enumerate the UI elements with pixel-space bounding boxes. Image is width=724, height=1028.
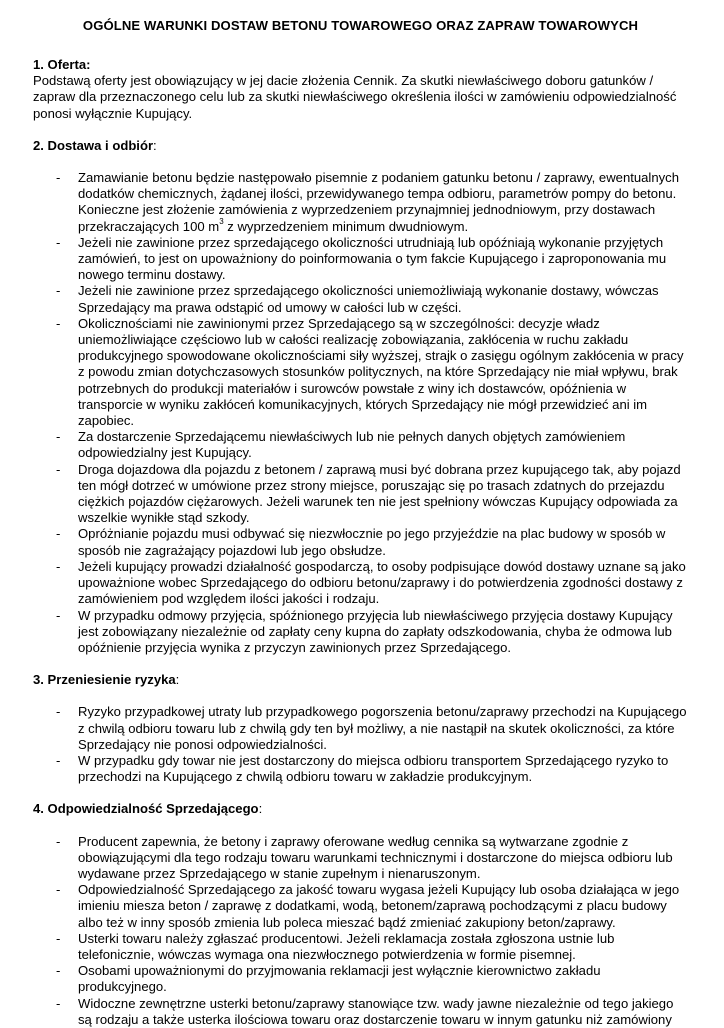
- list-item: - Odpowiedzialność Sprzedającego za jakość towaru wygasa jeżeli Kupujący lub osoba działająca w jego imieniu miesza beton / zaprawę z dodatkami, wodą, betonem/zaprawą pochodzącymi z placu budowy albo też w inny sposób zmienia lub poleca mieszać bądź zmieniać zakupiony beton/zaprawy.: [56, 882, 680, 930]
- section-heading: 1. Oferta:: [33, 57, 91, 72]
- dash-bullet: -: [56, 833, 61, 849]
- dash-bullet: -: [56, 558, 61, 574]
- dash-bullet: -: [56, 315, 61, 331]
- dash-bullet: -: [56, 429, 61, 445]
- list-item: - Producent zapewnia, że betony i zaprawy oferowane według cennika są wytwarzane zgodnie z obowiązującymi dla tego rodzaju towaru warunkami technicznymi i dostarczone do miejsca odbioru lub wydawane przez Sprzedającego w stanie zupełnym i nienaruszonym.: [56, 833, 673, 881]
- section-risk-transfer: [33, 672, 688, 785]
- list-item: - Osobami upoważnionymi do przyjmowania reklamacji jest wyłącznie kierownictwo zakładu produkcyjnego.: [56, 963, 601, 995]
- dash-bullet: -: [56, 526, 61, 542]
- document-title: OGÓLNE WARUNKI DOSTAW BETONU TOWAROWEGO ORAZ ZAPRAW TOWAROWYCH: [82, 18, 639, 33]
- section-heading: 3. Przeniesienie ryzyka:: [33, 672, 180, 688]
- dash-bullet: -: [56, 882, 61, 898]
- section-delivery: [33, 138, 688, 656]
- section-seller-liability: [33, 801, 688, 1028]
- list-item: - Jeżeli nie zawinione przez sprzedającego okoliczności utrudniają lub opóźniają wykonanie przyjętych zamówień, to jest on upoważniony do poinformowania o tym fakcie Kupującego i zaproponowania mu nowego terminu dostawy.: [56, 234, 667, 283]
- list-item: - Jeżeli nie zawinione przez sprzedającego okoliczności uniemożliwiają wykonanie dostawy, wówczas Sprzedający ma prawa odstąpić od umowy w całości lub w części.: [56, 283, 659, 315]
- dash-bullet: -: [56, 752, 61, 768]
- dash-bullet: -: [56, 704, 61, 720]
- list-item: - Jeżeli kupujący prowadzi działalność gospodarczą, to osoby podpisujące dowód dostawy uznane są jako upoważnione wobec Sprzedającego do odbioru betonu/zaprawy i do potwierdzenia zgodności dostawy z zamówieniem pod względem ilości jakości i rodzaju.: [56, 558, 686, 607]
- dash-bullet: -: [56, 963, 61, 979]
- clause-list: [33, 834, 688, 1028]
- list-item: - Usterki towaru należy zgłaszać producentowi. Jeżeli reklamacja została zgłoszona ustnie lub telefonicznie, wówczas wymaga ona niezwłocznego potwierdzenia w formie pisemnej.: [56, 930, 615, 962]
- list-item: - Okolicznościami nie zawinionymi przez Sprzedającego są w szczególności: decyzje władz uniemożliwiające częściowo lub w całości realizację zobowiązania, zakłócenia w ruchu zakładu produkcyjnego spowodowane okolicznościami siły wyższej, strajk o zasięgu ogólnym zakłócenia w pracy z powodu zmian dotychczasowych stosunków politycznych, na które Sprzedający nie miał wpływu, brak potrzebnych do produkcji materiałów i surowców powstałe z winy ich dostawców, opóźnienia w transporcie w wyniku zakłóceń komunikacyjnych, których Sprzedający nie mógł przewidzieć ani im zapobiec.: [56, 315, 684, 429]
- list-item: - Ryzyko przypadkowej utraty lub przypadkowego pogorszenia betonu/zaprawy przechodzi na Kupującego z chwilą odbioru towaru lub z chwilą gdy ten był możliwy, a nie nastąpił na skutek okoliczności, za które Sprzedający nie ponosi odpowiedzialności.: [56, 704, 687, 752]
- section-heading: 2. Dostawa i odbiór:: [33, 137, 157, 153]
- list-item: - Droga dojazdowa dla pojazdu z betonem / zaprawą musi być dobrana przez kupującego tak, aby pojazd ten mógł dotrzeć w umówione przez strony miejsce, poruszając się po trasach zdatnych do przejazdu ciężkich pojazdów ciężarowych. Jeżeli warunek ten nie jest spełniony wówczas Kupujący odpowiada za wszelkie wynikłe stąd szkody.: [56, 461, 681, 526]
- clause-list: [33, 170, 688, 656]
- dash-bullet: -: [56, 930, 61, 946]
- dash-bullet: -: [56, 283, 61, 299]
- list-item: - W przypadku gdy towar nie jest dostarczony do miejsca odbioru transportem Sprzedającego ryzyko to przechodzi na Kupującego z chwilą odbioru towaru w zakładzie produkcyjnym.: [56, 752, 669, 785]
- list-item: - W przypadku odmowy przyjęcia, spóźnionego przyjęcia lub niewłaściwego przyjęcia dostawy Kupujący jest zobowiązany niezależnie od zapłaty ceny kupna do zapłaty odszkodowania, chyba że odmowa lub opóźnienie przyjęcia wynika z przyczyn zawinionych przez Sprzedającego.: [56, 607, 673, 655]
- dash-bullet: -: [56, 170, 61, 186]
- dash-bullet: -: [56, 461, 61, 477]
- list-item: - Zamawianie betonu będzie następowało pisemnie z podaniem gatunku betonu / zaprawy, ewentualnych dodatków chemicznych, żądanej ilości, przewidywanego tempa odbioru, parametrów pompy do betonu. Konieczne jest złożenie zamówienia z wyprzedzeniem przynajmniej jednodniowym, przy dostawach przekraczających 100 $m^3$ z wyprzedzeniem minimum dwudniowym.: [56, 170, 679, 234]
- list-item: - Widoczne zewnętrzne usterki betonu/zaprawy stanowiące tzw. wady jawne niezależnie od tego jakiego są rodzaju a także usterka ilościowa towaru oraz dostarczenie towaru w innym gatunku niż zamówiony: [56, 995, 674, 1027]
- section-heading: 4. Odpowiedzialność Sprzedającego:: [33, 801, 263, 817]
- dash-bullet: -: [56, 234, 61, 250]
- list-item: - Za dostarczenie Sprzedającemu niewłaściwych lub nie pełnych danych objętych zamówieniem odpowiedzialny jest Kupujący.: [56, 429, 626, 461]
- section-paragraph: Podstawą oferty jest obowiązujący w jej dacie złożenia Cennik. Za skutki niewłaściwego doboru gatunków / zapraw dla przeznaczonego celu lub za skutki niewłaściwego określenia ilości w zamówieniu odpowiedzialność ponosi wyłącznie Kupujący.: [33, 73, 677, 121]
- dash-bullet: -: [56, 995, 61, 1011]
- clause-list: [33, 704, 688, 785]
- section-offer: [33, 57, 688, 122]
- list-item: - Opróżnianie pojazdu musi odbywać się niezwłocznie po jego przyjeździe na plac budowy w sposób w sposób nie zagrażający pojazdowi lub jego obsłudze.: [56, 526, 666, 558]
- dash-bullet: -: [56, 607, 61, 623]
